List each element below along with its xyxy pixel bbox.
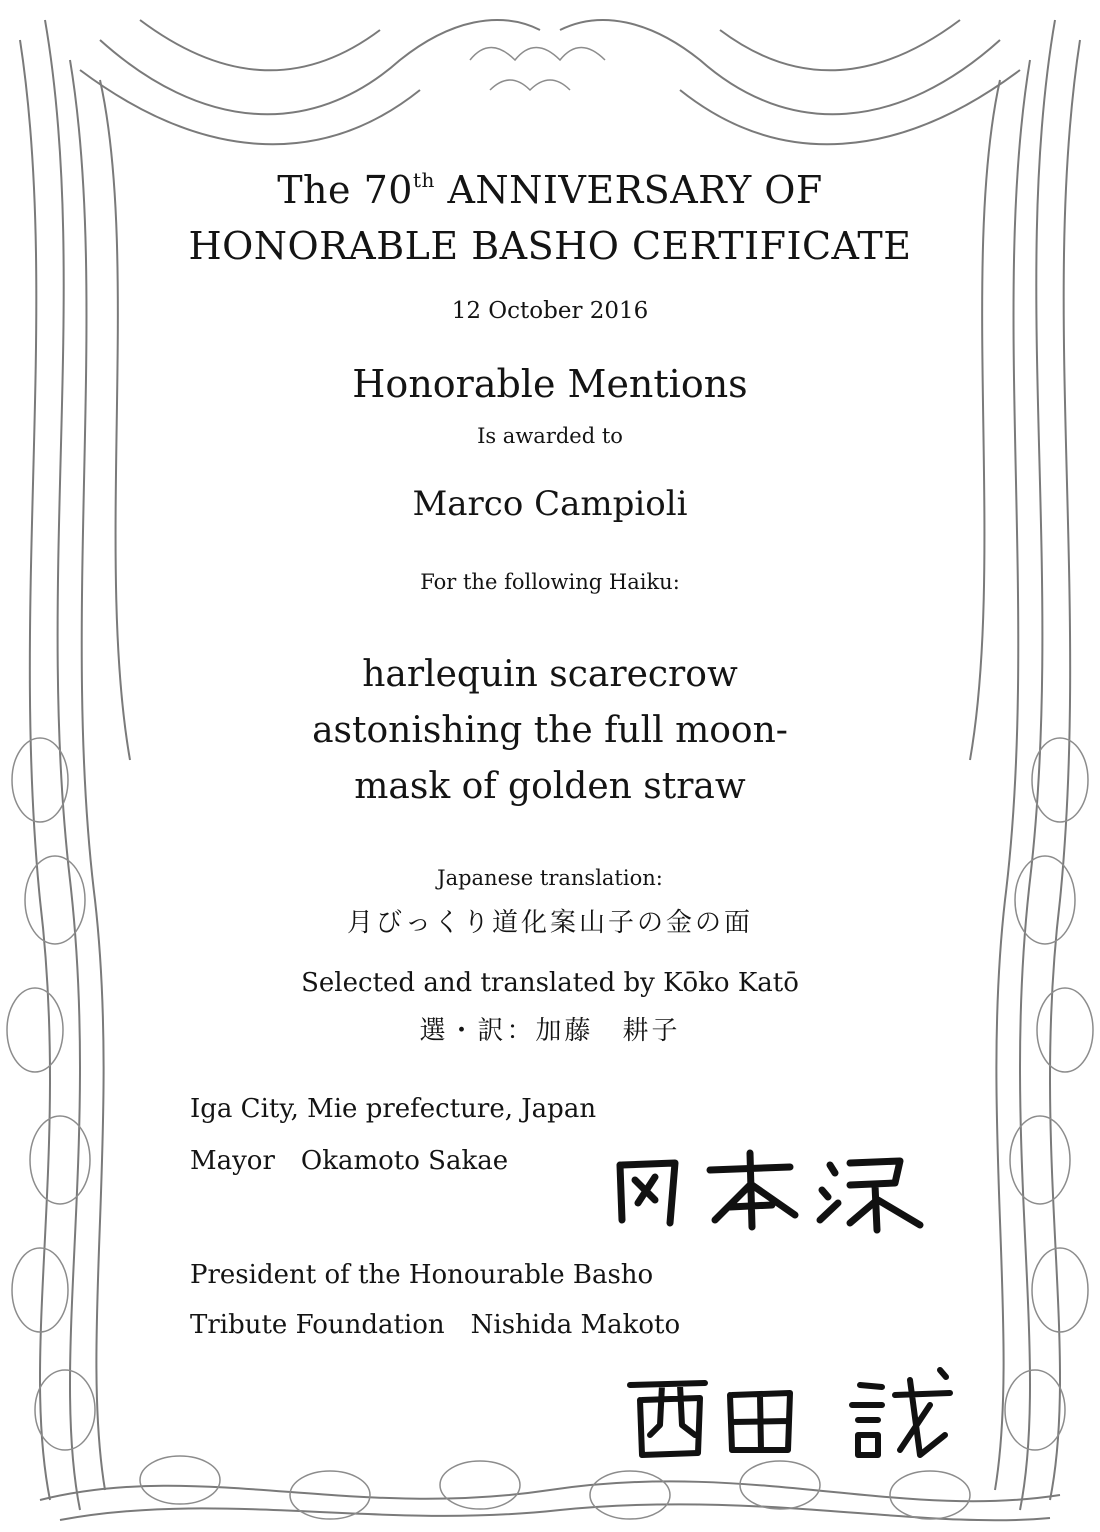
- certificate-date: 12 October 2016: [451, 298, 649, 324]
- award-title: Honorable Mentions: [352, 362, 748, 406]
- haiku-intro: For the following Haiku:: [420, 570, 680, 594]
- certificate-title-line1: [0, 168, 1100, 212]
- certificate-title-line2: HONORABLE BASHO CERTIFICATE: [188, 224, 912, 268]
- awarded-to-label: Is awarded to: [477, 424, 623, 448]
- mayor-location: Iga City, Mie prefecture, Japan: [190, 1094, 597, 1124]
- mayor-signature: [600, 1145, 940, 1235]
- haiku-line-1: harlequin scarecrow: [362, 654, 738, 695]
- selector-line: Selected and translated by Kōko Katō: [301, 968, 799, 998]
- japanese-translation-text: 月びっくり道化案山子の金の面: [346, 908, 753, 938]
- title-line1-sup: th: [412, 168, 435, 192]
- president-name: Tribute Foundation Nishida Makoto: [190, 1310, 681, 1340]
- title-line1-prefix: The 70: [277, 168, 413, 212]
- japanese-translation-label: Japanese translation:: [437, 866, 663, 890]
- president-signature: [620, 1365, 960, 1465]
- president-title: President of the Honourable Basho: [190, 1260, 654, 1290]
- selector-japanese: 選・訳：加藤 耕子: [419, 1016, 681, 1046]
- recipient-name: Marco Campioli: [412, 484, 688, 524]
- haiku-line-2: astonishing the full moon-: [312, 710, 788, 751]
- mayor-name: Mayor Okamoto Sakae: [190, 1146, 509, 1176]
- title-line1-suffix: ANNIVERSARY OF: [434, 168, 823, 212]
- haiku-line-3: mask of golden straw: [354, 766, 746, 807]
